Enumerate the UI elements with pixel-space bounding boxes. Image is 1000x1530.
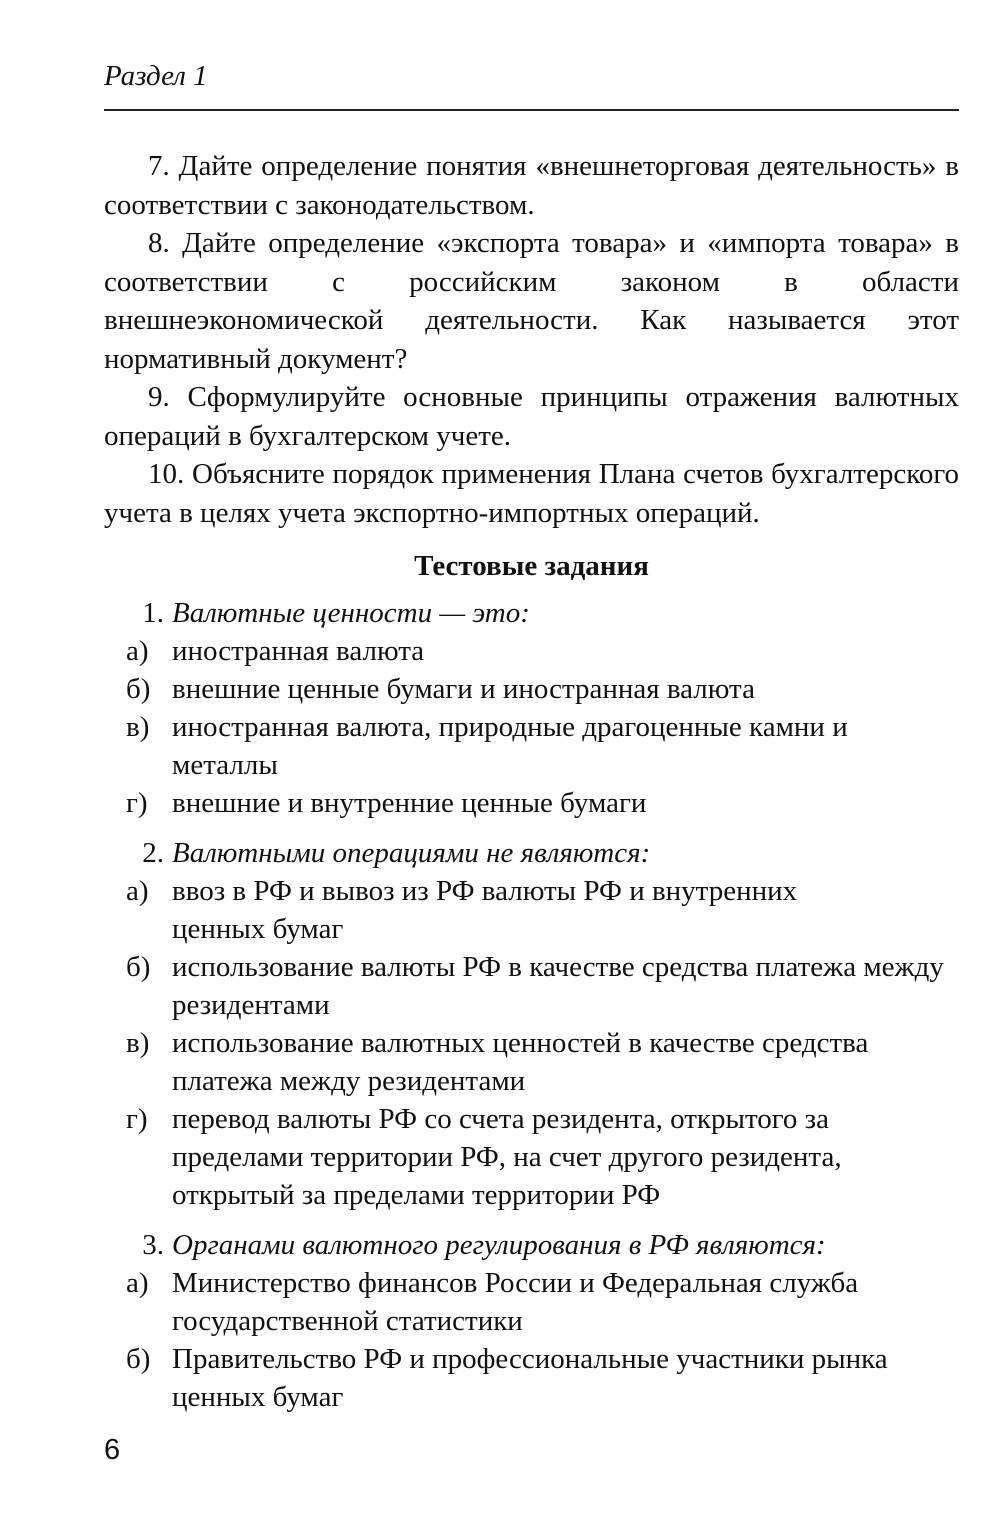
question-7: 7. Дайте определение понятия «внешнеторговая деятельность» в соответствии с законодательством. (104, 150, 959, 221)
test-question-text: Органами валютного регулирования в РФ являются: (172, 1229, 826, 1261)
option-text: ввоз в РФ и вывоз из РФ валюты РФ и внутренних ценных бумаг (172, 875, 798, 945)
option-text: перевод валюты РФ со счета резидента, открытого за пределами территории РФ, на счет другого резидента, открытый за пределами территории РФ (172, 1103, 842, 1211)
option-text: Правительство РФ и профессиональные участники рынка ценных бумаг (172, 1343, 888, 1413)
test-number: 2. (142, 837, 164, 869)
test-tasks (104, 594, 964, 1428)
option-label: в) (126, 1027, 150, 1059)
option-text: внешние и внутренние ценные бумаги (172, 787, 647, 819)
option-text: иностранная валюта (172, 635, 425, 667)
answer-option (104, 948, 964, 1024)
question-10: 10. Объясните порядок применения Плана счетов бухгалтерского учета в целях учета экспортно-импортных операций. (104, 458, 959, 529)
answer-option (104, 632, 964, 670)
header-rule (104, 109, 959, 111)
test-question-text: Валютные ценности — это: (172, 597, 530, 629)
answer-option (104, 1264, 964, 1340)
option-label: г) (126, 1103, 148, 1135)
option-text: использование валютных ценностей в качестве средства платежа между резидентами (172, 1027, 869, 1097)
option-text: использование валюты РФ в качестве средства платежа между резидентами (172, 951, 944, 1021)
answer-option (104, 1340, 964, 1416)
test-item-1 (104, 594, 964, 822)
section-title: Тестовые задания (414, 550, 649, 582)
page-number: 6 (104, 1434, 121, 1466)
test-question (104, 1226, 964, 1264)
question-9: 9. Сформулируйте основные принципы отражения валютных операций в бухгалтерском учете. (104, 381, 959, 452)
test-number: 1. (142, 597, 164, 629)
option-label: а) (126, 1267, 149, 1299)
option-label: в) (126, 711, 150, 743)
option-label: б) (126, 951, 151, 983)
test-item-3 (104, 1226, 964, 1416)
test-question-text: Валютными операциями не являются: (172, 837, 651, 869)
answer-option (104, 1100, 964, 1214)
test-question (104, 834, 964, 872)
option-label: б) (126, 1343, 151, 1375)
option-text: внешние ценные бумаги и иностранная валюта (172, 673, 755, 705)
answer-option (104, 784, 964, 822)
option-text: Министерство финансов России и Федеральная служба государственной статистики (172, 1267, 859, 1337)
option-label: г) (126, 787, 148, 819)
answer-option (104, 872, 964, 948)
test-number: 3. (142, 1229, 164, 1261)
answer-option (104, 1024, 964, 1100)
test-question (104, 594, 964, 632)
option-label: а) (126, 635, 149, 667)
test-item-2 (104, 834, 964, 1214)
answer-option (104, 670, 964, 708)
question-8: 8. Дайте определение «экспорта товара» и «импорта товара» в соответствии с российским законом в области внешнеэкономической деятельности. Как называется этот нормативный документ? (104, 227, 959, 375)
option-label: а) (126, 875, 149, 907)
answer-option (104, 708, 964, 784)
option-label: б) (126, 673, 151, 705)
option-text: иностранная валюта, природные драгоценные камни и металлы (172, 711, 848, 781)
running-head: Раздел 1 (104, 60, 208, 92)
review-questions (104, 147, 959, 532)
